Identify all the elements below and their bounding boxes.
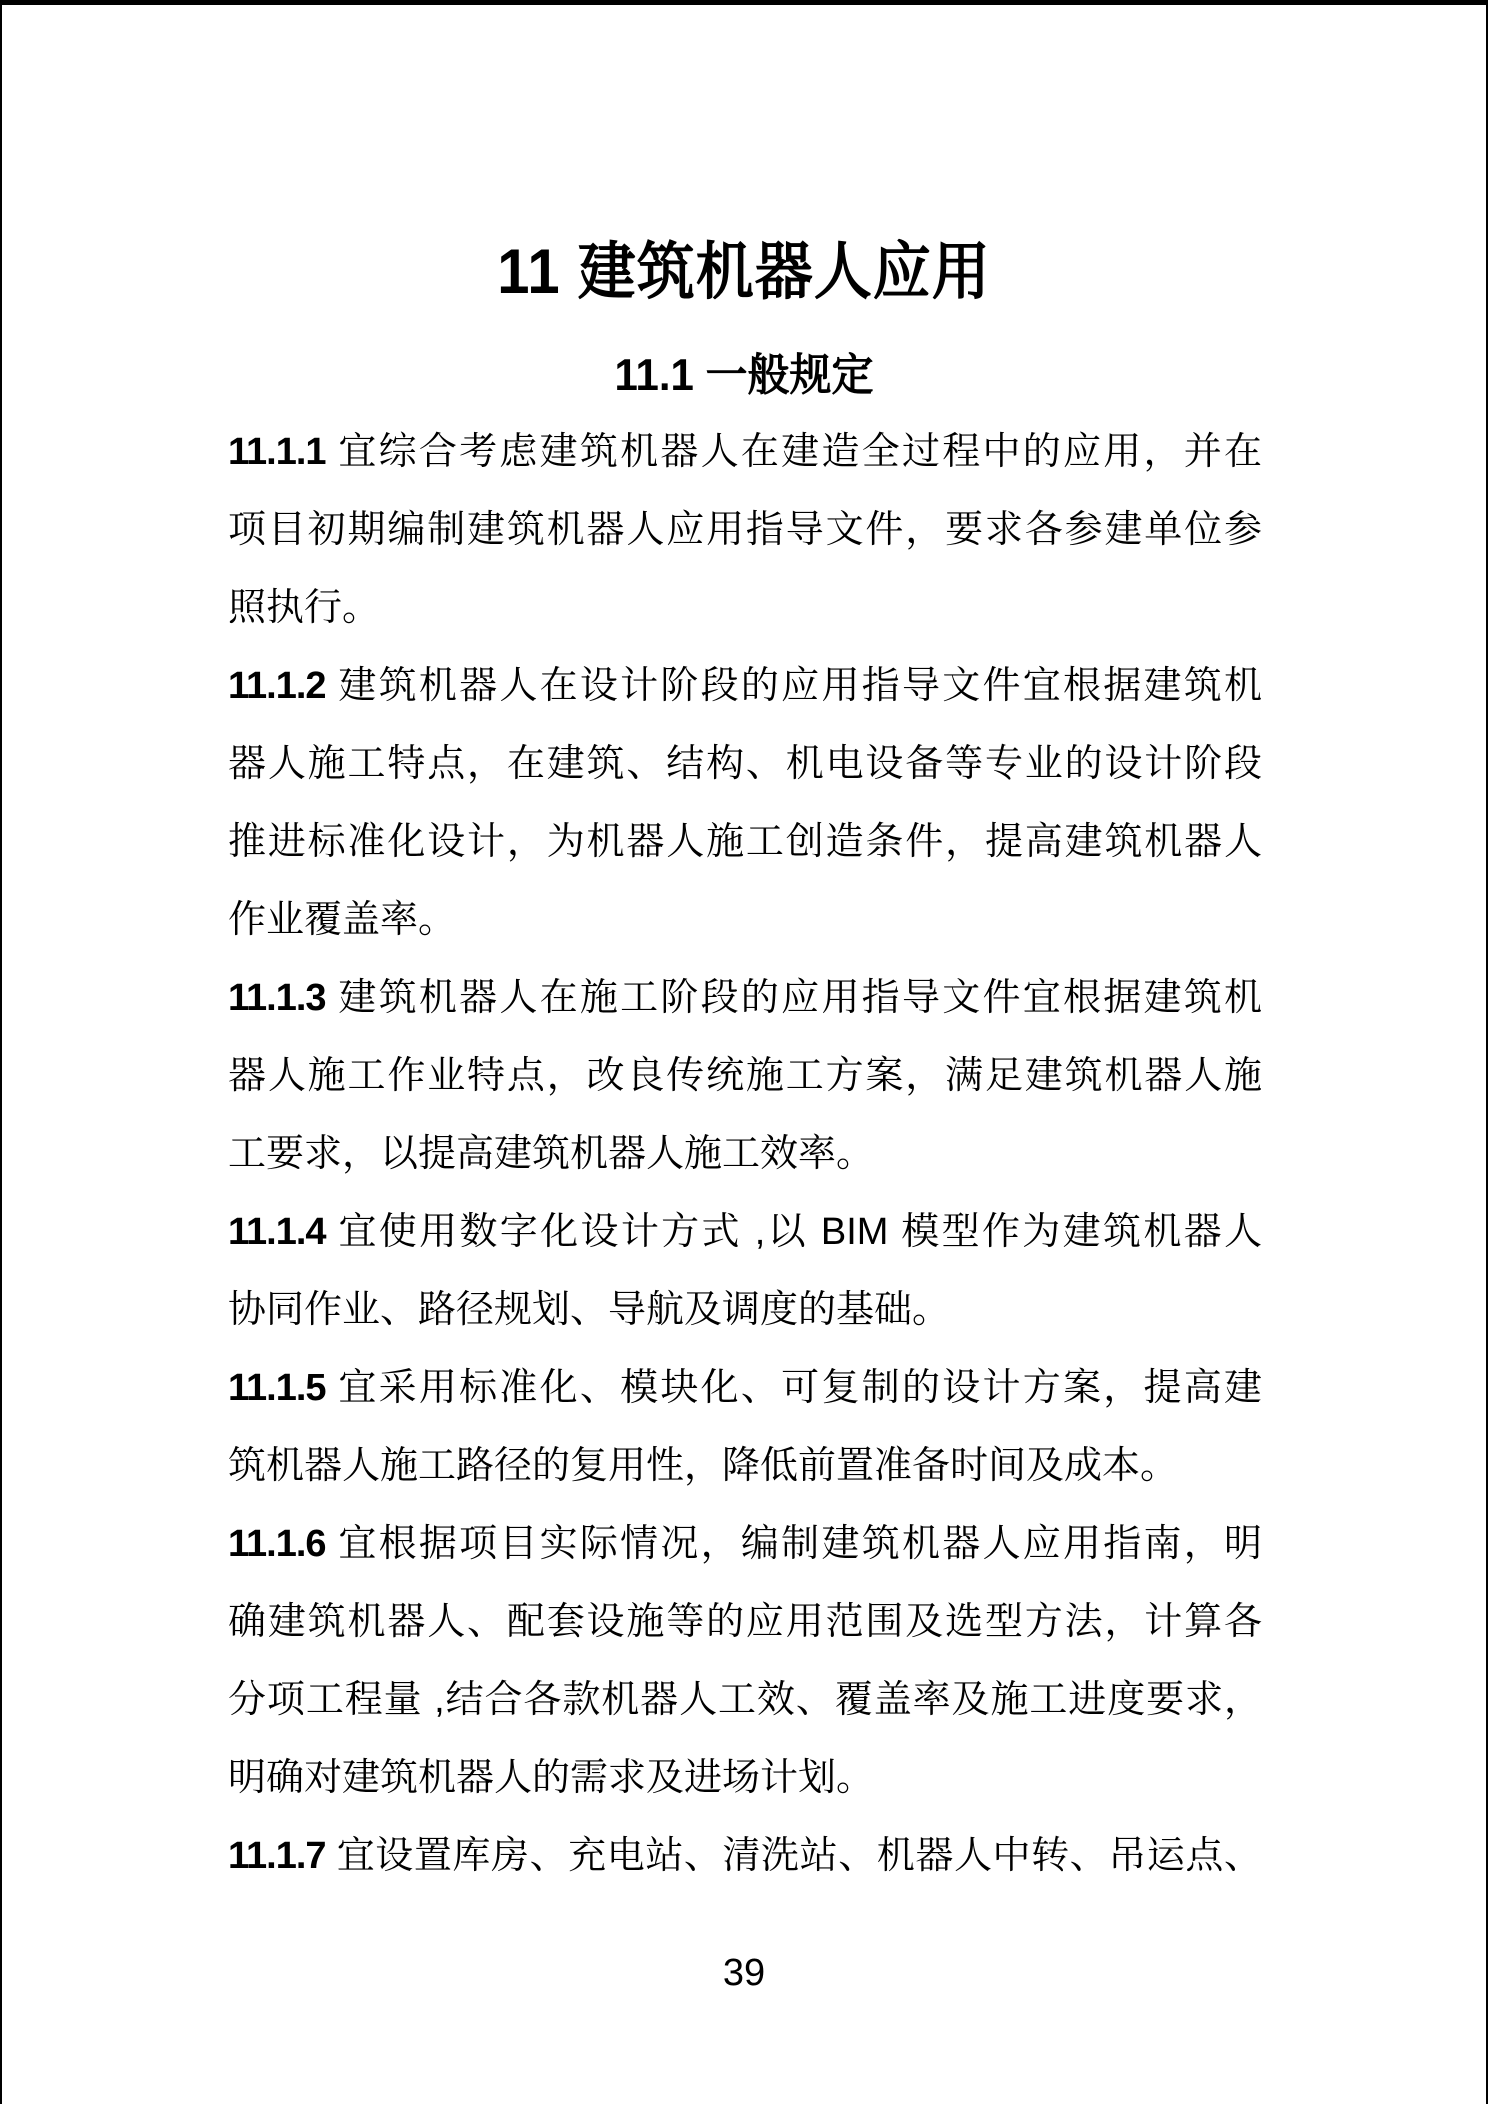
clause-number: 11.1.7 bbox=[228, 1835, 326, 1877]
clause-number: 11.1.4 bbox=[228, 1211, 326, 1253]
body-line: 协同作业、路径规划、导航及调度的基础。 bbox=[228, 1289, 951, 1331]
body-line: 器人施工作业特点，改良传统施工方案，满足建筑机器人施 bbox=[228, 1055, 1262, 1097]
body-line: 推进标准化设计，为机器人施工创造条件，提高建筑机器人 bbox=[228, 821, 1262, 863]
clause-number: 11.1.5 bbox=[228, 1367, 326, 1409]
clause-number: 11.1.1 bbox=[228, 431, 326, 473]
body-line: 11.1.1 宜综合考虑建筑机器人在建造全过程中的应用，并在 bbox=[228, 431, 1262, 473]
body-line: 11.1.4 宜使用数字化设计方式 ,以 BIM 模型作为建筑机器人 bbox=[228, 1211, 1262, 1253]
body-line: 作业覆盖率。 bbox=[228, 899, 457, 941]
body-text bbox=[228, 413, 1262, 1895]
body-line: 11.1.5 宜采用标准化、模块化、可复制的设计方案，提高建 bbox=[228, 1367, 1262, 1409]
body-line: 11.1.2 建筑机器人在设计阶段的应用指导文件宜根据建筑机 bbox=[228, 665, 1262, 707]
body-line: 筑机器人施工路径的复用性，降低前置准备时间及成本。 bbox=[228, 1445, 1179, 1487]
section-title: 11.1 一般规定 bbox=[614, 349, 874, 400]
body-line: 明确对建筑机器人的需求及进场计划。 bbox=[228, 1757, 875, 1799]
body-line: 照执行。 bbox=[228, 587, 381, 629]
body-line: 分项工程量 ,结合各款机器人工效、覆盖率及施工进度要求， bbox=[228, 1679, 1262, 1721]
scan-edge-top bbox=[0, 0, 1488, 5]
body-line: 器人施工特点，在建筑、结构、机电设备等专业的设计阶段 bbox=[228, 743, 1262, 785]
chapter-title: 11 建筑机器人应用 bbox=[497, 236, 991, 307]
clause-number: 11.1.2 bbox=[228, 665, 326, 707]
clause-number: 11.1.6 bbox=[228, 1523, 326, 1565]
body-line: 11.1.3 建筑机器人在施工阶段的应用指导文件宜根据建筑机 bbox=[228, 977, 1262, 1019]
body-line: 项目初期编制建筑机器人应用指导文件，要求各参建单位参 bbox=[228, 509, 1262, 551]
body-line: 确建筑机器人、配套设施等的应用范围及选型方法，计算各 bbox=[228, 1601, 1262, 1643]
body-line: 11.1.6 宜根据项目实际情况，编制建筑机器人应用指南，明 bbox=[228, 1523, 1262, 1565]
body-line: 11.1.7 宜设置库房、充电站、清洗站、机器人中转、吊运点、 bbox=[228, 1835, 1262, 1877]
scan-edge-left bbox=[0, 0, 2, 2104]
page-number: 39 bbox=[722, 1952, 766, 1994]
body-line: 工要求，以提高建筑机器人施工效率。 bbox=[228, 1133, 875, 1175]
clause-number: 11.1.3 bbox=[228, 977, 326, 1019]
